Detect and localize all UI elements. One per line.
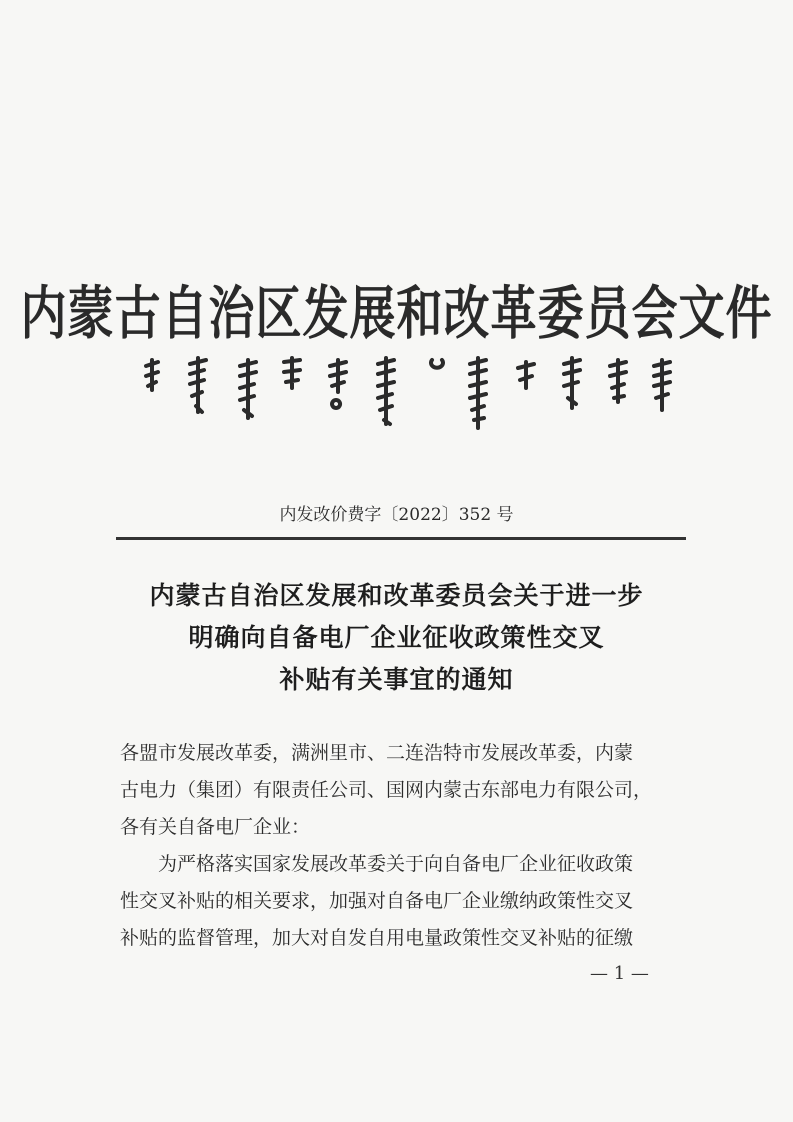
notice-title-line-2: 明确向自备电厂企业征收政策性交叉 (188, 623, 605, 652)
body-line: 为严格落实国家发展改革委关于向自备电厂企业征收政策 (158, 853, 634, 875)
letterhead-title: 内蒙古自治区发展和改革委员会文件 (20, 279, 773, 347)
body-line: 性交叉补贴的相关要求，加强对自备电厂企业缴纳政策性交叉 (120, 890, 634, 912)
notice-title-line-1: 内蒙古自治区发展和改革委员会关于进一步 (149, 581, 644, 610)
header-divider (116, 537, 686, 540)
body-paragraph (120, 846, 690, 957)
document-number: 内发改价费字〔2022〕352 号 (279, 505, 514, 525)
mongolian-script-heading (140, 352, 680, 432)
addressee-line: 各盟市发展改革委，满洲里市、二连浩特市发展改革委，内蒙 (120, 742, 634, 764)
addressee-line: 古电力（集团）有限责任公司、国网内蒙古东部电力有限公司， (120, 779, 653, 801)
addressee-block (120, 735, 690, 846)
addressee-line: 各有关自备电厂企业： (120, 816, 311, 838)
body-line: 补贴的监督管理，加大对自发自用电量政策性交叉补贴的征缴 (120, 927, 634, 949)
mongolian-script-text: ᠥᠪᠥᠷ ᠮᠣᠩᠭᠣᠯ ᠤᠨ ᠥᠪᠡᠷᠲᠡᠭᠡᠨ ᠵᠠᠰᠠᠬᠤ ᠣᠷᠣᠨ ᠤ ᠬᠥᠭᠵᠢᠯ ᠥᠪᠡᠷᠡᠴᠢᠯᠡᠯᠲᠡ ᠶᠢᠨ ᠬᠣᠷᠢᠶ᠎ᠠ ᠶᠢᠨ ᠪᠢᠴᠢᠭ (140, 352, 179, 353)
page-number: — 1 — (590, 963, 649, 984)
notice-title-line-3: 补贴有关事宜的通知 (279, 665, 514, 694)
